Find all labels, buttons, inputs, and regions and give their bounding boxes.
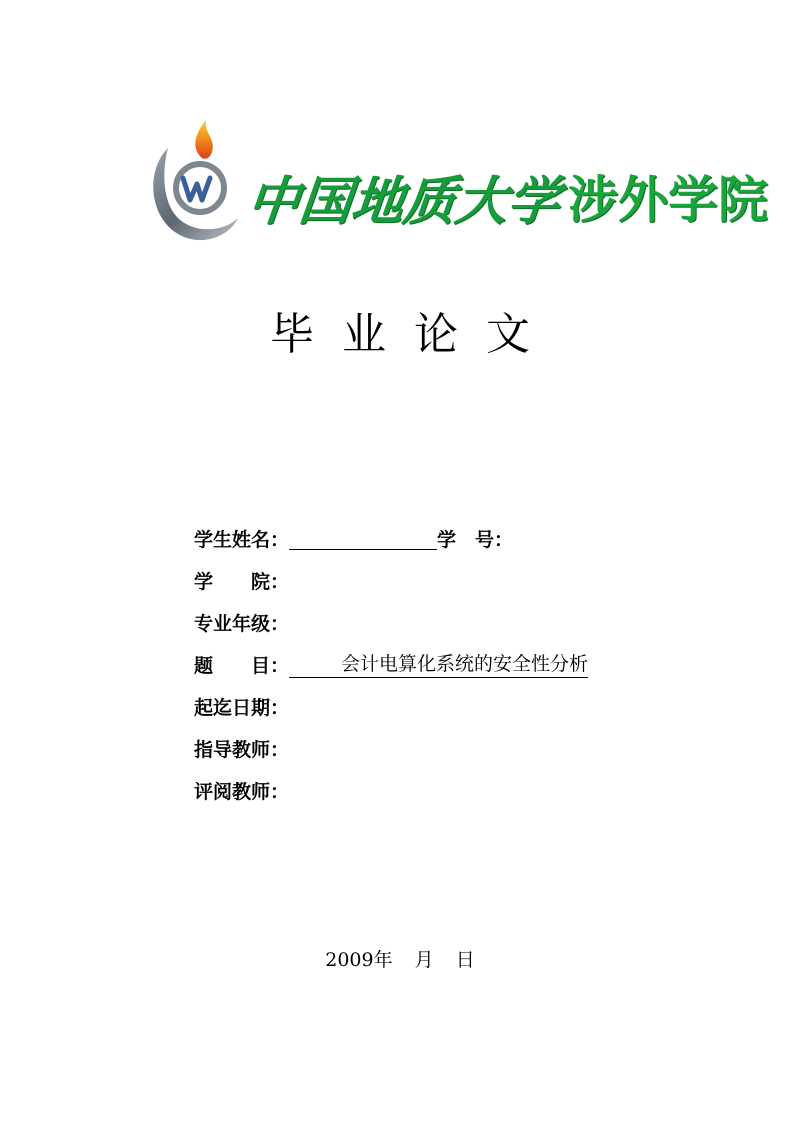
school-emblem-icon: [150, 118, 240, 246]
colon: ：: [270, 571, 290, 593]
major-row: [194, 594, 714, 636]
colon: ：: [270, 781, 290, 803]
date-year: 2009年: [325, 949, 393, 971]
campus-name: 涉外学院: [568, 171, 769, 229]
student-name-field[interactable]: [289, 527, 437, 550]
dates-row: [194, 678, 714, 720]
colon: ：: [270, 697, 290, 719]
page-title: 毕业论文: [270, 309, 558, 360]
thesis-info-form: [194, 510, 714, 804]
college-row: [194, 552, 714, 594]
topic-label: 题 目: [194, 655, 271, 677]
reviewer-row: [194, 762, 714, 804]
topic-value: 会计电算化系统的安全性分析: [289, 649, 588, 678]
colon: ：: [494, 529, 514, 551]
dates-label: 起迄日期: [194, 697, 271, 719]
date-month: 月: [414, 949, 434, 971]
school-header: [150, 118, 769, 248]
colon: ：: [270, 613, 290, 635]
advisor-row: [194, 720, 714, 762]
major-label: 专业年级: [194, 613, 271, 635]
student-name-row: [194, 510, 714, 552]
school-name: [244, 146, 769, 246]
colon: ：: [270, 529, 290, 551]
school-name-calligraphy: 中国地质大学: [244, 170, 563, 232]
student-id-label: 学 号: [437, 529, 495, 551]
date-line: [0, 945, 800, 972]
colon: ：: [270, 739, 290, 761]
college-label: 学 院: [194, 571, 271, 593]
advisor-label: 指导教师: [194, 739, 271, 761]
colon: ：: [270, 655, 290, 677]
topic-row: [194, 636, 714, 678]
reviewer-label: 评阅教师: [194, 781, 271, 803]
date-day: 日: [455, 949, 475, 971]
student-name-label: 学生姓名: [194, 529, 271, 551]
